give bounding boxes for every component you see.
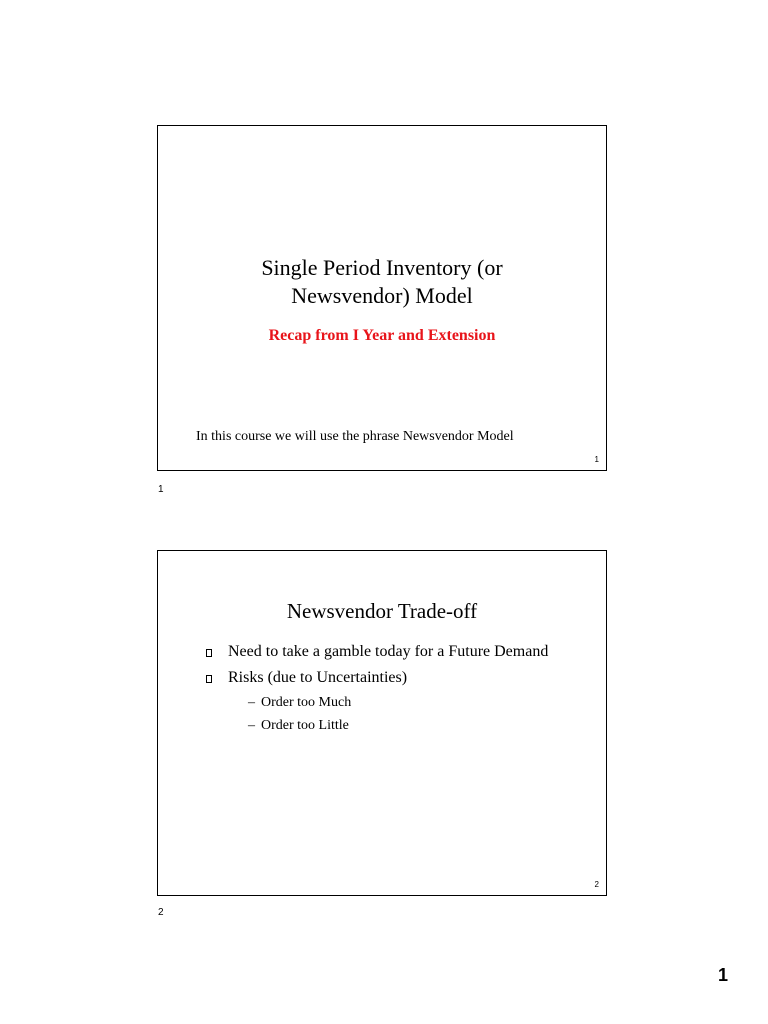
dash-bullet-icon: – <box>248 695 255 710</box>
slide-1-title <box>158 254 606 310</box>
slide-1-title-line-2: Newsvendor) Model <box>291 283 473 308</box>
slide-1-title-line-1: Single Period Inventory (or <box>261 255 503 280</box>
slide-1-subtitle: Recap from I Year and Extension <box>268 327 496 344</box>
bullet-item <box>206 665 548 691</box>
bullet-text: Need to take a gamble today for a Future Demand <box>228 643 549 660</box>
slide-1-frame <box>157 125 607 471</box>
square-bullet-icon <box>206 675 212 683</box>
slide-1-page-label: 1 <box>158 484 164 495</box>
sub-bullet-item <box>206 691 548 714</box>
dash-bullet-icon: – <box>248 718 255 733</box>
slide-2-corner-number: 2 <box>594 880 599 889</box>
sub-bullet-item <box>206 714 548 737</box>
square-bullet-icon <box>206 649 212 657</box>
slide-1-corner-number: 1 <box>594 455 599 464</box>
sub-bullet-text: Order too Much <box>261 695 352 710</box>
slide-2-page-label: 2 <box>158 907 164 918</box>
slide-1-note: In this course we will use the phrase Newsvendor Model <box>196 429 514 444</box>
page-number: 1 <box>717 965 728 985</box>
sub-bullet-text: Order too Little <box>261 718 349 733</box>
bullet-text: Risks (due to Uncertainties) <box>228 669 408 686</box>
slide-2-frame <box>157 550 607 896</box>
slide-2-bullet-list <box>206 639 548 737</box>
bullet-item <box>206 639 548 665</box>
slide-2-title: Newsvendor Trade-off <box>286 599 478 623</box>
